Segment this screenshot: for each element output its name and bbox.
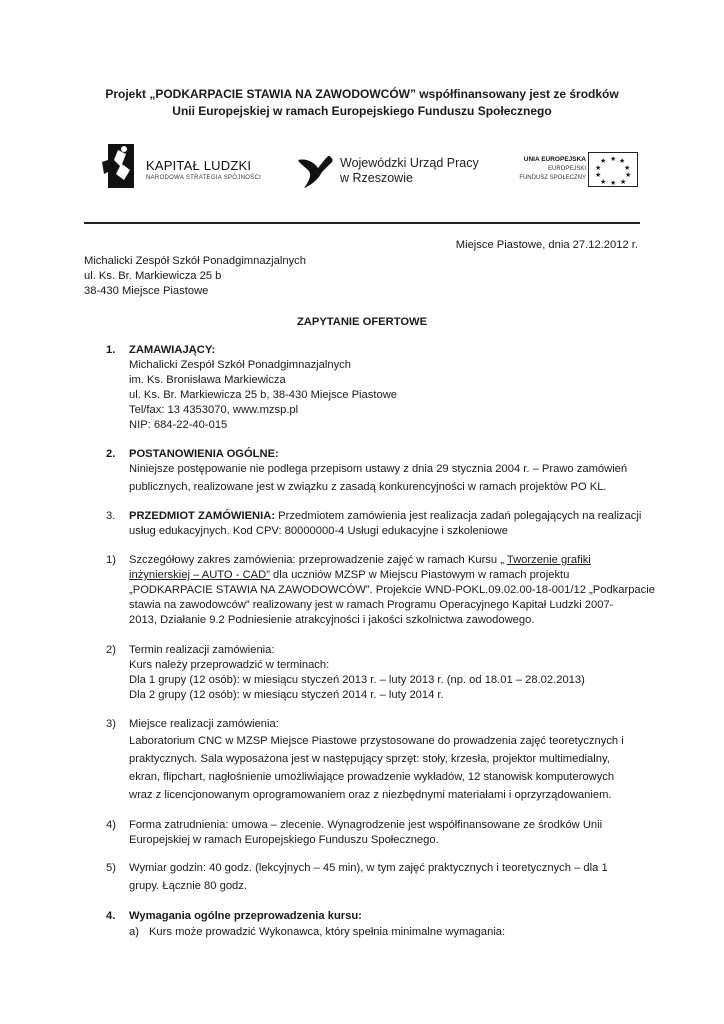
point-1-line-1-text: Szczegółowy zakres zamówienia: przeprowadzenie zajęć w ramach Kursu „ xyxy=(129,554,504,566)
point-3-line-3: praktycznych. Sala wyposażona jest w następujący sprzęt: stoły, krzesła, projektor multimedialny, xyxy=(129,753,610,765)
point-5-line-1: Wymiar godzin: 40 godz. (lekcyjnych – 45 min), w tym zajęć praktycznych i teoretycznych – dla 1 xyxy=(129,862,608,874)
section-1-line-4: Tel/fax: 13 4353070, www.mzsp.pl xyxy=(129,404,299,416)
point-3-line-5: wraz z licencjonowanym oprogramowaniem oraz z niezbędnymi materiałami i oprzyrządowaniem. xyxy=(129,789,612,801)
section-1-number: 1. xyxy=(106,344,116,356)
section-4-item-a-text: Kurs może prowadzić Wykonawca, który spełnia minimalne wymagania: xyxy=(148,926,506,938)
point-2-line-1: Termin realizacji zamówienia: xyxy=(129,644,275,656)
section-2-line-1: Niniejsze postępowanie nie podlega przepisom ustawy z dnia 29 stycznia 2004 r. – Prawo zamówień xyxy=(129,463,628,475)
header-divider xyxy=(84,222,640,224)
section-1-line-1: Michalicki Zespół Szkół Ponadgimnazjalnych xyxy=(129,359,351,371)
kapital-ludzki-emblem-icon xyxy=(100,140,138,194)
point-3-line-2: Laboratorium CNC w MZSP Miejsce Piastowe przystosowane do prowadzenia zajęć teoretycznych i xyxy=(129,735,624,747)
section-1-line-3: ul. Ks. Br. Markiewicza 25 b, 38-430 Miejsce Piastowe xyxy=(129,389,397,401)
eu-logo xyxy=(508,152,640,192)
section-3-line-2: usług edukacyjnych. Kod CPV: 80000000-4 Usługi edukacyjne i szkoleniowe xyxy=(129,525,508,537)
section-3-line-1 xyxy=(129,509,642,525)
section-4-item-a xyxy=(129,925,639,941)
eu-name: UNIA EUROPEJSKA xyxy=(523,156,586,163)
wup-bird-icon xyxy=(296,152,336,190)
course-name-part-2: inżynierskiej – AUTO - CAD” xyxy=(129,569,270,581)
document-title: ZAPYTANIE OFERTOWE xyxy=(296,316,428,328)
project-header-line-2: Unii Europejskiej w ramach Europejskiego Funduszu Społecznego xyxy=(172,104,552,118)
sender-line-3: 38-430 Miejsce Piastowe xyxy=(84,285,209,297)
point-2-line-4: Dla 2 grupy (12 osób): w miesiącu styczeń 2014 r. – luty 2014 r. xyxy=(129,689,444,701)
point-2-line-3: Dla 1 grupy (12 osób): w miesiącu styczeń 2013 r. – luty 2013 r. (np. od 18.01 – 28.02.2013) xyxy=(129,674,585,686)
eu-flag-icon: ★ ★ ★ ★ ★ ★ ★ ★ ★ ★ xyxy=(588,152,638,187)
section-3-line-1-text: Przedmiotem zamówienia jest realizacja zadań polegających na realizacji xyxy=(275,510,642,522)
point-1-line-5: 2013, Działanie 9.2 Podniesienie atrakcyjności i jakości szkolnictwa zawodowego. xyxy=(129,614,535,626)
section-3-title: PRZEDMIOT ZAMÓWIENIA: xyxy=(129,510,276,522)
kapital-ludzki-logo xyxy=(100,140,270,195)
course-name-part-1: Tworzenie grafiki xyxy=(506,554,591,566)
point-1-line-4: stawia na zawodowców” realizowany jest w ramach Programu Operacyjnego Kapitał Ludzki 2007- xyxy=(129,599,614,611)
sender-line-2: ul. Ks. Br. Markiewicza 25 b xyxy=(84,270,222,282)
place-date: Miejsce Piastowe, dnia 27.12.2012 r. xyxy=(455,239,638,251)
project-header-line-1: Projekt „PODKARPACIE STAWIA NA ZAWODOWCÓW” współfinansowany jest ze środków xyxy=(105,87,619,101)
section-4-title: Wymagania ogólne przeprowadzenia kursu: xyxy=(129,910,362,922)
section-1-line-5: NIP: 684-22-40-015 xyxy=(129,419,228,431)
section-2-title: POSTANOWIENIA OGÓLNE: xyxy=(129,448,279,460)
section-2-number: 2. xyxy=(106,448,116,460)
point-5-number: 5) xyxy=(106,862,116,874)
eu-fund-line-2: FUNDUSZ SPOŁECZNY xyxy=(519,175,586,181)
point-1-line-1 xyxy=(129,553,639,569)
point-2-number: 2) xyxy=(106,644,116,656)
point-3-number: 3) xyxy=(106,718,116,730)
section-4-number: 4. xyxy=(106,910,116,922)
wup-logo xyxy=(296,152,496,192)
point-3-line-1: Miejsce realizacji zamówienia: xyxy=(129,718,279,730)
point-1-line-3: „PODKARPACIE STAWIA NA ZAWODOWCÓW”. Projekcie WND-POKL.09.02.00-18-001/12 „Podkarpacie xyxy=(129,584,655,596)
point-1-number: 1) xyxy=(106,554,116,566)
section-1-title: ZAMAWIAJĄCY: xyxy=(129,344,216,356)
sender-line-1: Michalicki Zespół Szkół Ponadgimnazjalnych xyxy=(84,255,306,267)
point-4-number: 4) xyxy=(106,819,116,831)
point-3-line-4: ekran, flipchart, nagłośnienie umożliwiające prowadzenie wykładów, 12 stanowisk komputerowych xyxy=(129,771,615,783)
section-1-line-2: im. Ks. Bronisława Markiewicza xyxy=(129,374,286,386)
point-5-line-2: grupy. Łącznie 80 godz. xyxy=(129,880,247,892)
section-3-number: 3. xyxy=(106,510,116,522)
point-1-line-2-text: dla uczniów MZSP w Miejscu Piastowym w ramach projektu xyxy=(269,569,570,581)
point-4-line-2: Europejskiej w ramach Europejskiego Funduszu Społecznego. xyxy=(129,834,439,846)
kapital-ludzki-subtitle: NARODOWA STRATEGIA SPÓJNOŚCI xyxy=(146,175,262,181)
section-4-item-a-label: a) xyxy=(129,926,139,938)
eu-fund-line-1: EUROPEJSKI xyxy=(547,166,586,172)
wup-name-line-2: w Rzeszowie xyxy=(340,171,413,185)
wup-name-line-1: Wojewódzki Urząd Pracy xyxy=(340,156,479,170)
point-2-line-2: Kurs należy przeprowadzić w terminach: xyxy=(129,659,330,671)
point-1-line-2 xyxy=(129,568,639,584)
kapital-ludzki-title: KAPITAŁ LUDZKI xyxy=(146,158,252,173)
point-4-line-1: Forma zatrudnienia: umowa – zlecenie. Wynagrodzenie jest współfinansowane ze środków Unii xyxy=(129,819,603,831)
section-2-line-2: publicznych, realizowane jest w związku z zasadą konkurencyjności w ramach projektów PO KL. xyxy=(129,481,607,493)
